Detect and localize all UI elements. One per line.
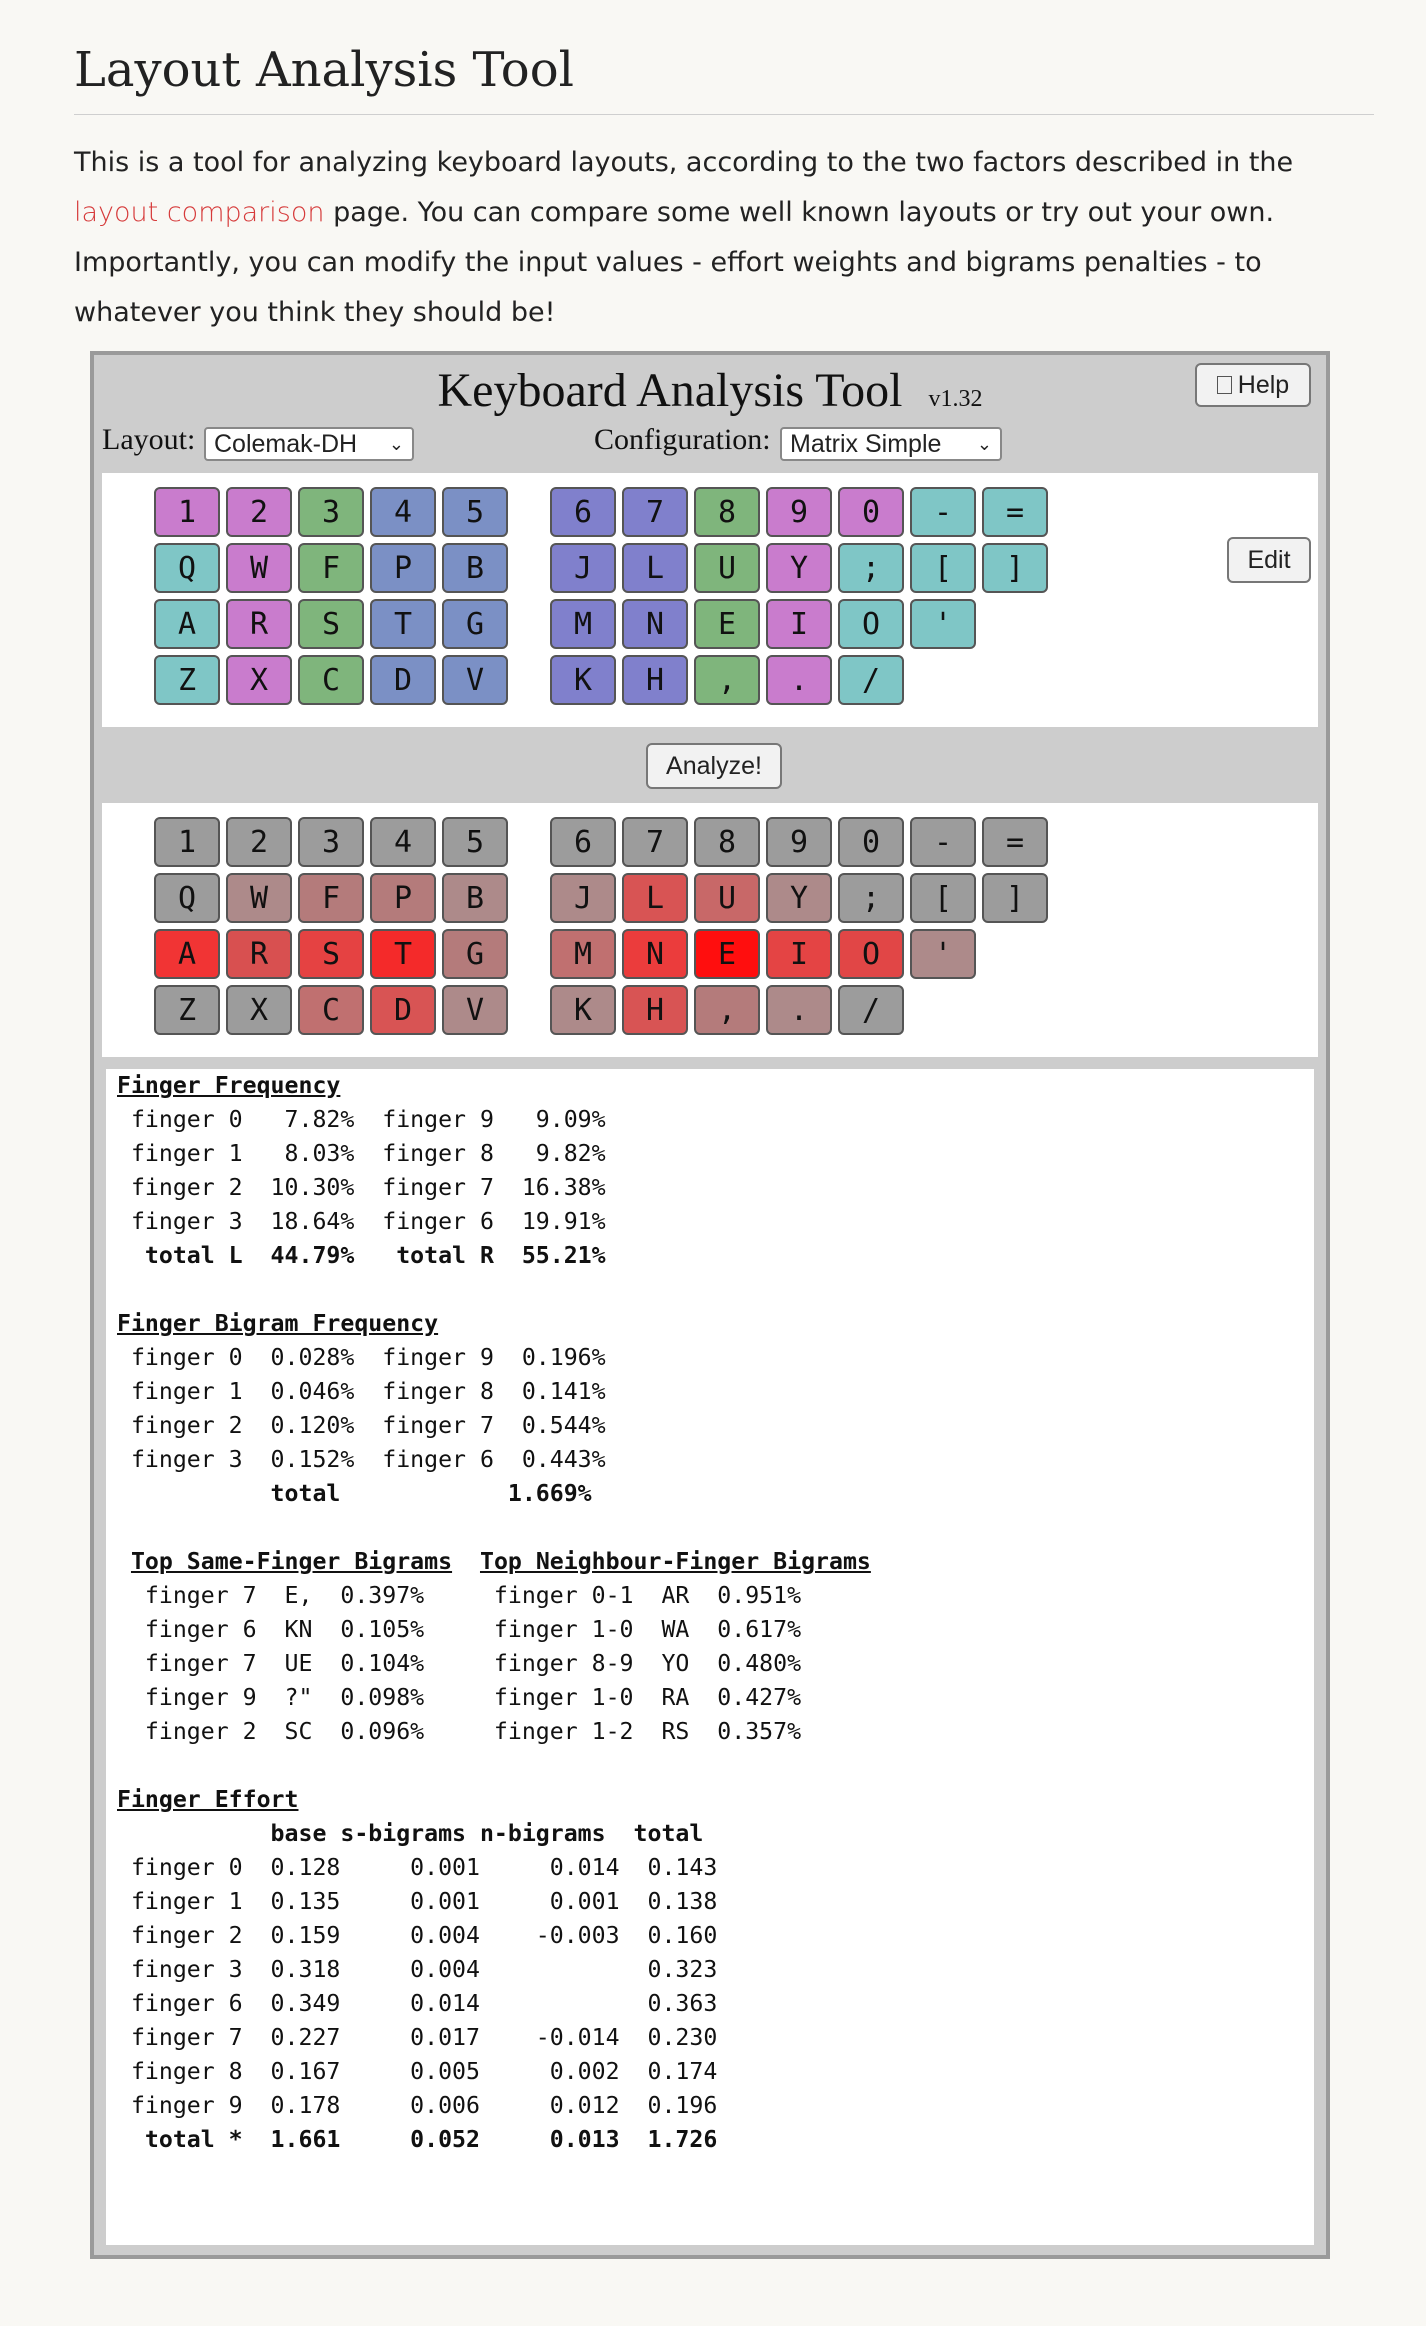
- bigram-row: finger 1 0.046% finger 8 0.141%: [117, 1378, 606, 1405]
- top-bigram-row: finger 6 KN 0.105% finger 1-0 WA 0.617%: [117, 1616, 802, 1643]
- layout-key[interactable]: A: [154, 599, 220, 649]
- chevron-down-icon: ⌄: [388, 433, 404, 454]
- layout-key[interactable]: 9: [766, 487, 832, 537]
- bigram-row: finger 2 0.120% finger 7 0.544%: [117, 1412, 606, 1439]
- effort-column-headers: base s-bigrams n-bigrams total: [117, 1820, 704, 1847]
- page-title: Layout Analysis Tool: [74, 42, 574, 98]
- heatmap-key: .: [766, 985, 832, 1035]
- layout-key[interactable]: T: [370, 599, 436, 649]
- layout-key[interactable]: ]: [982, 543, 1048, 593]
- heatmap-key: /: [838, 985, 904, 1035]
- results-panel: [106, 1069, 1314, 2245]
- heatmap-key: 8: [694, 817, 760, 867]
- bigram-total-row: total 1.669%: [117, 1480, 592, 1507]
- heatmap-key: L: [622, 873, 688, 923]
- intro-text-before: This is a tool for analyzing keyboard layouts, according to the two factors described in the: [74, 147, 1294, 178]
- layout-key[interactable]: Q: [154, 543, 220, 593]
- heatmap-key: 4: [370, 817, 436, 867]
- layout-key[interactable]: N: [622, 599, 688, 649]
- same-finger-bigrams-header: Top Same-Finger Bigrams: [130, 1548, 453, 1575]
- layout-comparison-link[interactable]: layout comparison: [74, 197, 325, 228]
- heatmap-key: H: [622, 985, 688, 1035]
- layout-key[interactable]: R: [226, 599, 292, 649]
- heatmap-key: F: [298, 873, 364, 923]
- tool-title-text: Keyboard Analysis Tool: [437, 364, 903, 417]
- heatmap-key: -: [910, 817, 976, 867]
- heatmap-key: 7: [622, 817, 688, 867]
- layout-key[interactable]: 5: [442, 487, 508, 537]
- layout-key[interactable]: 8: [694, 487, 760, 537]
- heatmap-keyboard-panel: [102, 803, 1318, 1057]
- layout-key[interactable]: W: [226, 543, 292, 593]
- layout-key[interactable]: ;: [838, 543, 904, 593]
- layout-key[interactable]: C: [298, 655, 364, 705]
- layout-key[interactable]: I: [766, 599, 832, 649]
- layout-key[interactable]: L: [622, 543, 688, 593]
- configuration-select[interactable]: [780, 427, 1002, 461]
- layout-key[interactable]: P: [370, 543, 436, 593]
- layout-key[interactable]: Y: [766, 543, 832, 593]
- heatmap-key: ;: [838, 873, 904, 923]
- help-button-label: Help: [1237, 370, 1290, 399]
- layout-key[interactable]: -: [910, 487, 976, 537]
- bigram-row: finger 3 0.152% finger 6 0.443%: [117, 1446, 606, 1473]
- configuration-label: Configuration:: [594, 423, 771, 456]
- layout-key[interactable]: 0: [838, 487, 904, 537]
- layout-select[interactable]: [204, 427, 414, 461]
- heatmap-key: W: [226, 873, 292, 923]
- layout-key[interactable]: 1: [154, 487, 220, 537]
- heatmap-key: 2: [226, 817, 292, 867]
- top-bigram-row: finger 7 UE 0.104% finger 8-9 YO 0.480%: [117, 1650, 802, 1677]
- freq-row: finger 0 7.82% finger 9 9.09%: [117, 1106, 606, 1133]
- heatmap-key: N: [622, 929, 688, 979]
- layout-key[interactable]: X: [226, 655, 292, 705]
- edit-button[interactable]: Edit: [1227, 537, 1311, 583]
- heatmap-key: I: [766, 929, 832, 979]
- layout-key[interactable]: B: [442, 543, 508, 593]
- layout-key[interactable]: 3: [298, 487, 364, 537]
- top-bigram-row: finger 9 ?" 0.098% finger 1-0 RA 0.427%: [117, 1684, 802, 1711]
- heatmap-key: [: [910, 873, 976, 923]
- layout-key[interactable]: F: [298, 543, 364, 593]
- effort-row: finger 2 0.159 0.004 -0.003 0.160: [117, 1922, 718, 1949]
- layout-key[interactable]: Z: [154, 655, 220, 705]
- heatmap-key: 6: [550, 817, 616, 867]
- layout-key[interactable]: .: [766, 655, 832, 705]
- heatmap-key: V: [442, 985, 508, 1035]
- heatmap-key: X: [226, 985, 292, 1035]
- layout-keyboard-panel: [102, 473, 1318, 727]
- layout-key[interactable]: ,: [694, 655, 760, 705]
- heatmap-key: G: [442, 929, 508, 979]
- effort-row: finger 7 0.227 0.017 -0.014 0.230: [117, 2024, 718, 2051]
- freq-row: finger 2 10.30% finger 7 16.38%: [117, 1174, 606, 1201]
- neighbour-finger-bigrams-header: Top Neighbour-Finger Bigrams: [479, 1548, 871, 1575]
- heatmap-key: R: [226, 929, 292, 979]
- layout-key[interactable]: ': [910, 599, 976, 649]
- help-icon: [1217, 376, 1232, 394]
- help-button[interactable]: [1195, 363, 1311, 407]
- heatmap-key: T: [370, 929, 436, 979]
- layout-key[interactable]: 6: [550, 487, 616, 537]
- effort-total-row: total * 1.661 0.052 0.013 1.726: [117, 2126, 718, 2153]
- heatmap-key: M: [550, 929, 616, 979]
- layout-key[interactable]: 2: [226, 487, 292, 537]
- heatmap-key: C: [298, 985, 364, 1035]
- heatmap-key: ': [910, 929, 976, 979]
- finger-frequency-header: Finger Frequency: [117, 1072, 341, 1099]
- analyze-button[interactable]: Analyze!: [646, 743, 782, 789]
- intro-paragraph: [74, 138, 1374, 338]
- heatmap-key: 1: [154, 817, 220, 867]
- heatmap-key: ,: [694, 985, 760, 1035]
- finger-effort-header: Finger Effort: [117, 1786, 299, 1813]
- heatmap-key: 9: [766, 817, 832, 867]
- configuration-select-value: Matrix Simple: [790, 429, 942, 458]
- heatmap-key: O: [838, 929, 904, 979]
- top-bigram-row: finger 7 E, 0.397% finger 0-1 AR 0.951%: [117, 1582, 802, 1609]
- heatmap-key: 5: [442, 817, 508, 867]
- effort-row: finger 6 0.349 0.014 0.363: [117, 1990, 718, 2017]
- tool-title: [94, 363, 1326, 418]
- layout-key[interactable]: K: [550, 655, 616, 705]
- layout-key[interactable]: H: [622, 655, 688, 705]
- chevron-down-icon: ⌄: [976, 433, 992, 454]
- layout-key[interactable]: G: [442, 599, 508, 649]
- layout-key[interactable]: M: [550, 599, 616, 649]
- layout-key[interactable]: E: [694, 599, 760, 649]
- results-text: [117, 1069, 871, 2157]
- layout-key[interactable]: =: [982, 487, 1048, 537]
- heatmap-key: B: [442, 873, 508, 923]
- layout-key[interactable]: [: [910, 543, 976, 593]
- layout-key[interactable]: V: [442, 655, 508, 705]
- layout-key[interactable]: /: [838, 655, 904, 705]
- tool-version: v1.32: [928, 386, 983, 412]
- effort-row: finger 9 0.178 0.006 0.012 0.196: [117, 2092, 718, 2119]
- layout-select-value: Colemak-DH: [214, 429, 358, 458]
- intro-text-after: page. You can compare some well known layouts or try out your own. Importantly, you can modify the input values - effort weights and bigrams penalties - to whatever you think they should be!: [74, 197, 1275, 328]
- heatmap-key: A: [154, 929, 220, 979]
- layout-key[interactable]: O: [838, 599, 904, 649]
- layout-key[interactable]: J: [550, 543, 616, 593]
- heatmap-key: Q: [154, 873, 220, 923]
- finger-bigram-frequency-header: Finger Bigram Frequency: [117, 1310, 439, 1337]
- layout-label: Layout:: [102, 423, 196, 456]
- heatmap-key: U: [694, 873, 760, 923]
- freq-row: finger 3 18.64% finger 6 19.91%: [117, 1208, 606, 1235]
- bigram-row: finger 0 0.028% finger 9 0.196%: [117, 1344, 606, 1371]
- effort-row: finger 0 0.128 0.001 0.014 0.143: [117, 1854, 718, 1881]
- heatmap-key: K: [550, 985, 616, 1035]
- heatmap-key: ]: [982, 873, 1048, 923]
- heatmap-key: =: [982, 817, 1048, 867]
- heatmap-key: Y: [766, 873, 832, 923]
- effort-row: finger 8 0.167 0.005 0.002 0.174: [117, 2058, 718, 2085]
- layout-key[interactable]: D: [370, 655, 436, 705]
- effort-row: finger 3 0.318 0.004 0.323: [117, 1956, 718, 1983]
- heatmap-key: S: [298, 929, 364, 979]
- top-bigram-row: finger 2 SC 0.096% finger 1-2 RS 0.357%: [117, 1718, 802, 1745]
- title-divider: [74, 114, 1374, 115]
- layout-key[interactable]: 4: [370, 487, 436, 537]
- heatmap-key: P: [370, 873, 436, 923]
- layout-key[interactable]: 7: [622, 487, 688, 537]
- freq-row: finger 1 8.03% finger 8 9.82%: [117, 1140, 606, 1167]
- heatmap-key: 3: [298, 817, 364, 867]
- heatmap-key: J: [550, 873, 616, 923]
- layout-key[interactable]: S: [298, 599, 364, 649]
- heatmap-key: E: [694, 929, 760, 979]
- keyboard-analysis-tool: [90, 351, 1330, 2259]
- effort-row: finger 1 0.135 0.001 0.001 0.138: [117, 1888, 718, 1915]
- heatmap-key: Z: [154, 985, 220, 1035]
- heatmap-key: D: [370, 985, 436, 1035]
- heatmap-key: 0: [838, 817, 904, 867]
- layout-key[interactable]: U: [694, 543, 760, 593]
- freq-total-row: total L 44.79% total R 55.21%: [117, 1242, 606, 1269]
